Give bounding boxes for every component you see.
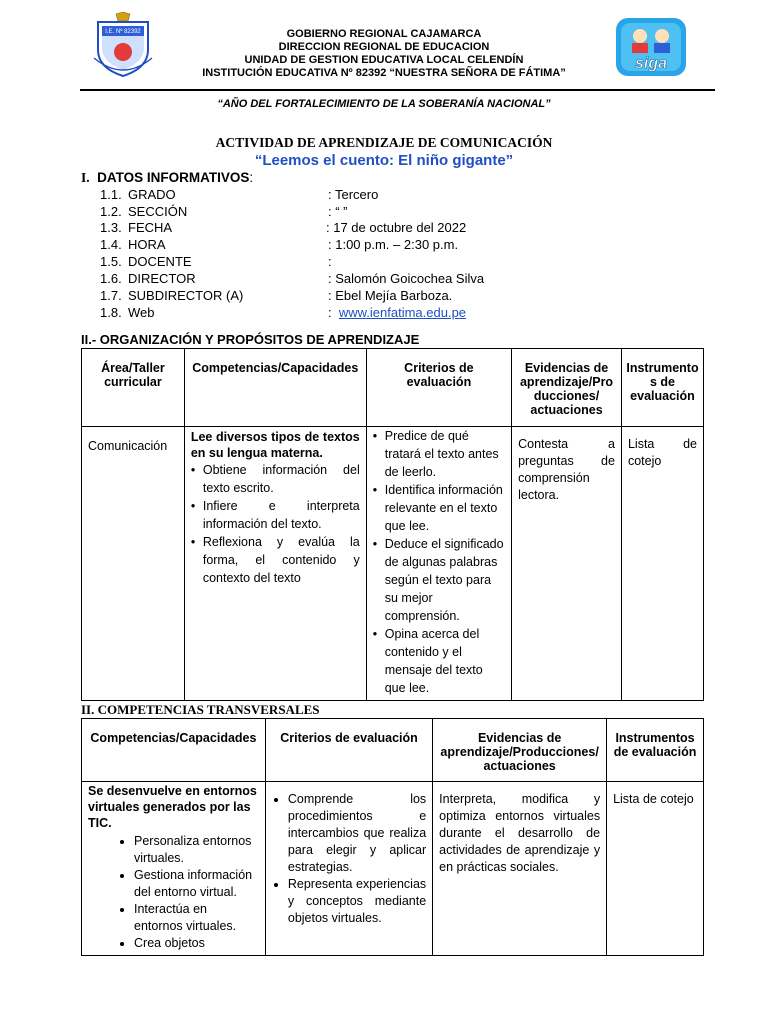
- info-value: : Ebel Mejía Barboza.: [328, 288, 453, 303]
- info-num: 1.2.: [100, 204, 122, 219]
- instrumento-cell: Lista de cotejo: [621, 427, 703, 701]
- col-header-evidencias: Evidencias de aprendizaje/Pro ducciones/ actuaciones: [512, 349, 622, 427]
- instrumento-cell: Lista de cotejo: [607, 782, 704, 956]
- organizacion-table: [81, 348, 704, 701]
- area-cell: Comunicación: [82, 427, 185, 701]
- table-header-row: [82, 719, 704, 782]
- section-transversales-title: II. COMPETENCIAS TRANSVERSALES: [81, 702, 320, 717]
- criterios-cell: [265, 782, 432, 956]
- info-num: 1.3.: [100, 220, 122, 235]
- info-value: : 17 de octubre del 2022: [326, 220, 467, 235]
- info-num: 1.1.: [100, 187, 122, 202]
- info-row-director: [100, 270, 485, 287]
- info-row-web: [100, 304, 467, 321]
- col-header-instrumento: Instrumentos de evaluación: [607, 719, 704, 782]
- list-item: • Obtiene información del texto escrito.: [191, 461, 360, 497]
- info-num: 1.5.: [100, 254, 122, 269]
- criterios-cell: [366, 427, 511, 701]
- info-label: DIRECTOR: [128, 271, 196, 286]
- evidencias-cell: Contesta a preguntas de comprensión lectora.: [512, 427, 622, 701]
- header-line-4: INSTITUCIÓN EDUCATIVA Nº 82392 “NUESTRA SEÑORA DE FÁTIMA”: [202, 67, 566, 79]
- list-item: • Opina acerca del contenido y el mensaje del texto que lee.: [373, 625, 505, 697]
- info-label: SECCIÓN: [128, 204, 188, 219]
- info-row-seccion: [100, 203, 348, 220]
- list-item: • Predice de qué tratará el texto antes de leerlo.: [373, 427, 505, 481]
- header-line-3: UNIDAD DE GESTION EDUCATIVA LOCAL CELENDÍN: [244, 54, 524, 66]
- competencias-cell: [184, 427, 366, 701]
- website-link[interactable]: www.ienfatima.edu.pe: [338, 305, 467, 320]
- col-header-competencias: Competencias/Capacidades: [82, 719, 266, 782]
- info-num: 1.4.: [100, 237, 122, 252]
- header-line-1: GOBIERNO REGIONAL CAJAMARCA: [286, 28, 482, 40]
- info-value: :: [328, 254, 332, 269]
- list-item: • Personaliza entornos virtuales.: [134, 833, 259, 867]
- info-row-hora: [100, 236, 459, 253]
- table-row: [82, 427, 704, 701]
- header-line-2: DIRECCION REGIONAL DE EDUCACION: [278, 41, 490, 53]
- competencia-title: Se desenvuelve en entornos virtuales generados por las TIC.: [88, 784, 257, 830]
- table-header-row: [82, 349, 704, 427]
- info-value: : Salomón Goicochea Silva: [328, 271, 485, 286]
- info-num: 1.6.: [100, 271, 122, 286]
- section-colon: :: [249, 170, 254, 185]
- info-num: 1.7.: [100, 288, 122, 303]
- list-item: • Reflexiona y evalúa la forma, el contenido y contexto del texto: [191, 533, 360, 587]
- competencias-cell: [82, 782, 266, 956]
- info-label: DOCENTE: [128, 254, 192, 269]
- list-item: • Infiere e interpreta información del texto.: [191, 497, 360, 533]
- info-row-subdirector: [100, 287, 453, 304]
- activity-title: ACTIVIDAD DE APRENDIZAJE DE COMUNICACIÓN: [215, 135, 553, 150]
- section-transversales-heading: [81, 702, 320, 718]
- competencia-title: Lee diversos tipos de textos en su lengua materna.: [190, 430, 360, 460]
- section-organizacion-heading: II.- ORGANIZACIÓN Y PROPÓSITOS DE APRENDIZAJE: [81, 332, 420, 347]
- info-row-docente: [100, 253, 332, 270]
- col-header-evidencias: Evidencias de aprendizaje/Producciones/ actuaciones: [433, 719, 607, 782]
- transversales-table: [81, 718, 704, 956]
- list-item: • Gestiona información del entorno virtual.: [134, 867, 259, 901]
- info-label: SUBDIRECTOR (A): [128, 288, 244, 303]
- col-header-competencias: Competencias/Capacidades: [184, 349, 366, 427]
- criterios-list: [272, 791, 426, 927]
- col-header-criterios: Criterios de evaluación: [366, 349, 511, 427]
- table-row: [82, 782, 704, 956]
- col-header-area: Área/Taller curricular: [82, 349, 185, 427]
- col-header-criterios: Criterios de evaluación: [265, 719, 432, 782]
- info-row-grado: [100, 186, 379, 203]
- info-value: : “ ”: [328, 204, 348, 219]
- section-datos-heading: [81, 170, 253, 186]
- info-value: : 1:00 p.m. – 2:30 p.m.: [328, 237, 459, 252]
- info-label: Web: [128, 305, 155, 320]
- list-item: • Crea objetos: [134, 935, 259, 952]
- svg-text:siga: siga: [634, 55, 668, 72]
- section-number: I.: [81, 170, 90, 185]
- evidencias-cell: Interpreta, modifica y optimiza entornos virtuales durante el desarrollo de actividades de aprendizaje y en prácticas sociales.: [433, 782, 607, 956]
- section-title: DATOS INFORMATIVOS: [97, 170, 250, 185]
- info-label: HORA: [128, 237, 166, 252]
- list-item: • Deduce el significado de algunas palabras según el texto para su mejor comprensión.: [373, 535, 505, 625]
- header-divider: [80, 89, 715, 91]
- info-label: FECHA: [128, 220, 173, 235]
- list-item: • Interactúa en entornos virtuales.: [134, 901, 259, 935]
- list-item: • Representa experiencias y conceptos mediante objetos virtuales.: [288, 876, 426, 927]
- svg-text:I.E. Nº 82392: I.E. Nº 82392: [105, 29, 141, 35]
- info-row-fecha: [100, 219, 467, 236]
- capacidades-list: [191, 461, 360, 587]
- info-value-prefix: :: [328, 305, 339, 320]
- info-value: [328, 304, 466, 321]
- col-header-instrumento: Instrumento s de evaluación: [621, 349, 703, 427]
- year-motto: “AÑO DEL FORTALECIMIENTO DE LA SOBERANÍA NACIONAL”: [217, 98, 551, 110]
- list-item: • Identifica información relevante en el texto que lee.: [373, 481, 505, 535]
- criterios-list: [373, 427, 505, 697]
- info-value: : Tercero: [328, 187, 379, 202]
- list-item: • Comprende los procedimientos e intercambios que realiza para elegir y aplicar estrategias.: [288, 791, 426, 876]
- capacidades-list: [88, 833, 259, 952]
- info-num: 1.8.: [100, 305, 122, 320]
- activity-subtitle: “Leemos el cuento: El niño gigante”: [254, 152, 514, 169]
- info-label: GRADO: [128, 187, 176, 202]
